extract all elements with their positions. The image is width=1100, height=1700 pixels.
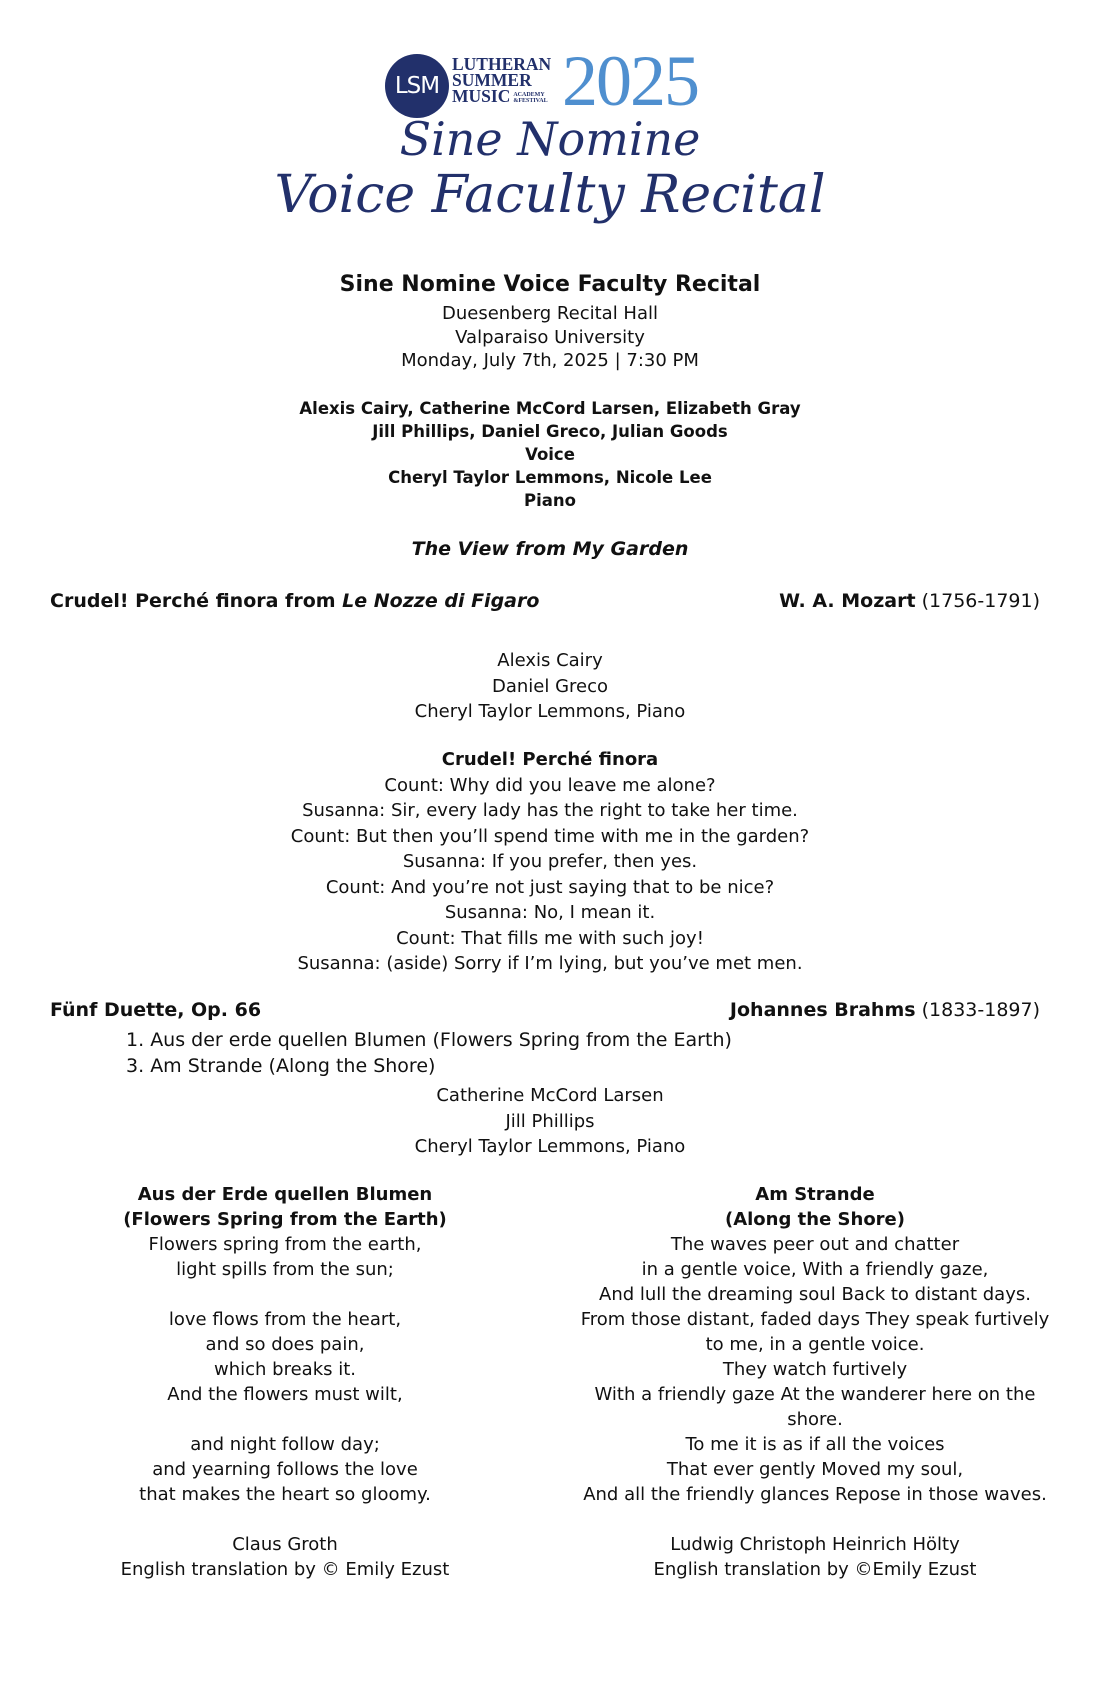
piece1-text-title: Crudel! Perché finora (441, 749, 659, 770)
logo-line2: SUMMER (452, 70, 532, 90)
performers-block: Alexis Cairy, Catherine McCord Larsen, Elizabeth Gray Jill Phillips, Daniel Greco, Julian Goods Voice Cheryl Taylor Lemmons, Nicole Lee Piano (299, 399, 801, 510)
venue-block (0, 302, 1100, 373)
right-poet: Ludwig Christoph Heinrich Hölty (670, 1534, 960, 1555)
right-song-text: Am Strande (Along the Shore) The waves peer out and chatter in a gentle voice, With a friendly gaze, And lull the dreaming soul Back to distant days. From those distant, faded days They speak furtively to me, in a gentle voice. They watch furtively With a friendly gaze At the wanderer here on the shore. To me it is as if all the voices That ever gently Moved my soul, And all the friendly glances Repose in those waves. Ludwig Christoph Heinrich Hölty English translation by ©Emily Ezust (565, 1182, 1065, 1582)
logo-tagline: ACADEMY &FESTIVAL (513, 91, 548, 104)
right-translator: English translation by ©Emily Ezust (653, 1559, 977, 1580)
piece2-composer: Johannes Brahms (729, 999, 916, 1021)
piece1-performers: Alexis Cairy Daniel Greco Cheryl Taylor Lemmons, Piano (414, 650, 686, 722)
left-song-title: Aus der Erde quellen Blumen (137, 1184, 433, 1205)
venue-datetime: Monday, July 7th, 2025 | 7:30 PM (401, 350, 699, 371)
piece1-composer: W. A. Mozart (779, 590, 916, 612)
logo-line1: LUTHERAN (452, 54, 552, 74)
script-title-line1: Sine Nomine (399, 112, 701, 166)
left-translator: English translation by © Emily Ezust (120, 1559, 450, 1580)
lsm-logo-circle: LSM (385, 54, 449, 118)
logo-year: 2025 (562, 41, 698, 121)
piece1-title-italic: Le Nozze di Figaro (342, 590, 540, 612)
piece1-text: Crudel! Perché finora Count: Why did you leave me alone? Susanna: Sir, every lady has the right to take her time. Count: But then you’ll spend time with me in the garden? Susanna: If you prefer, then yes. Count: And you’re not just saying that to be nice? Susanna: No, I mean it. Count: That fills me with such joy! Susanna: (aside) Sorry if I’m lying, but you’ve met men. (0, 747, 1100, 977)
venue-university: Valparaiso University (455, 326, 645, 348)
venue-hall: Duesenberg Recital Hall (442, 303, 658, 324)
left-song-text: Aus der Erde quellen Blumen (Flowers Spring from the Earth) Flowers spring from the earth, light spills from the sun; love flows from the heart, and so does pain, which breaks it. And the flowers must wilt, and night follow day; and yearning follows the love that makes the heart so gloomy. Claus Groth English translation by © Emily Ezust (85, 1182, 485, 1582)
script-title-line2: Voice Faculty Recital (274, 165, 826, 225)
left-poet: Claus Groth (232, 1534, 338, 1555)
piece2-movements (98, 1027, 732, 1079)
recital-title: Sine Nomine Voice Faculty Recital (339, 272, 761, 297)
list-item: 3. Am Strande (Along the Shore) (126, 1055, 436, 1077)
logo-line3: MUSIC (452, 86, 511, 106)
piece1-title: Crudel! Perché finora from (50, 590, 343, 612)
piece2-dates: (1833-1897) (915, 999, 1040, 1021)
piece2-performers: Catherine McCord Larsen Jill Phillips Cheryl Taylor Lemmons, Piano (414, 1085, 686, 1157)
right-song-title: Am Strande (755, 1184, 875, 1205)
list-item: 1. Aus der erde quellen Blumen (Flowers Spring from the Earth) (126, 1029, 732, 1051)
piece1-dates: (1756-1791) (915, 590, 1040, 612)
right-song-subtitle: (Along the Shore) (724, 1209, 905, 1230)
piece2-title: Fünf Duette, Op. 66 (50, 999, 262, 1021)
left-song-subtitle: (Flowers Spring from the Earth) (123, 1209, 447, 1230)
lsm-logo-words (452, 56, 551, 104)
program-theme: The View from My Garden (411, 538, 689, 560)
